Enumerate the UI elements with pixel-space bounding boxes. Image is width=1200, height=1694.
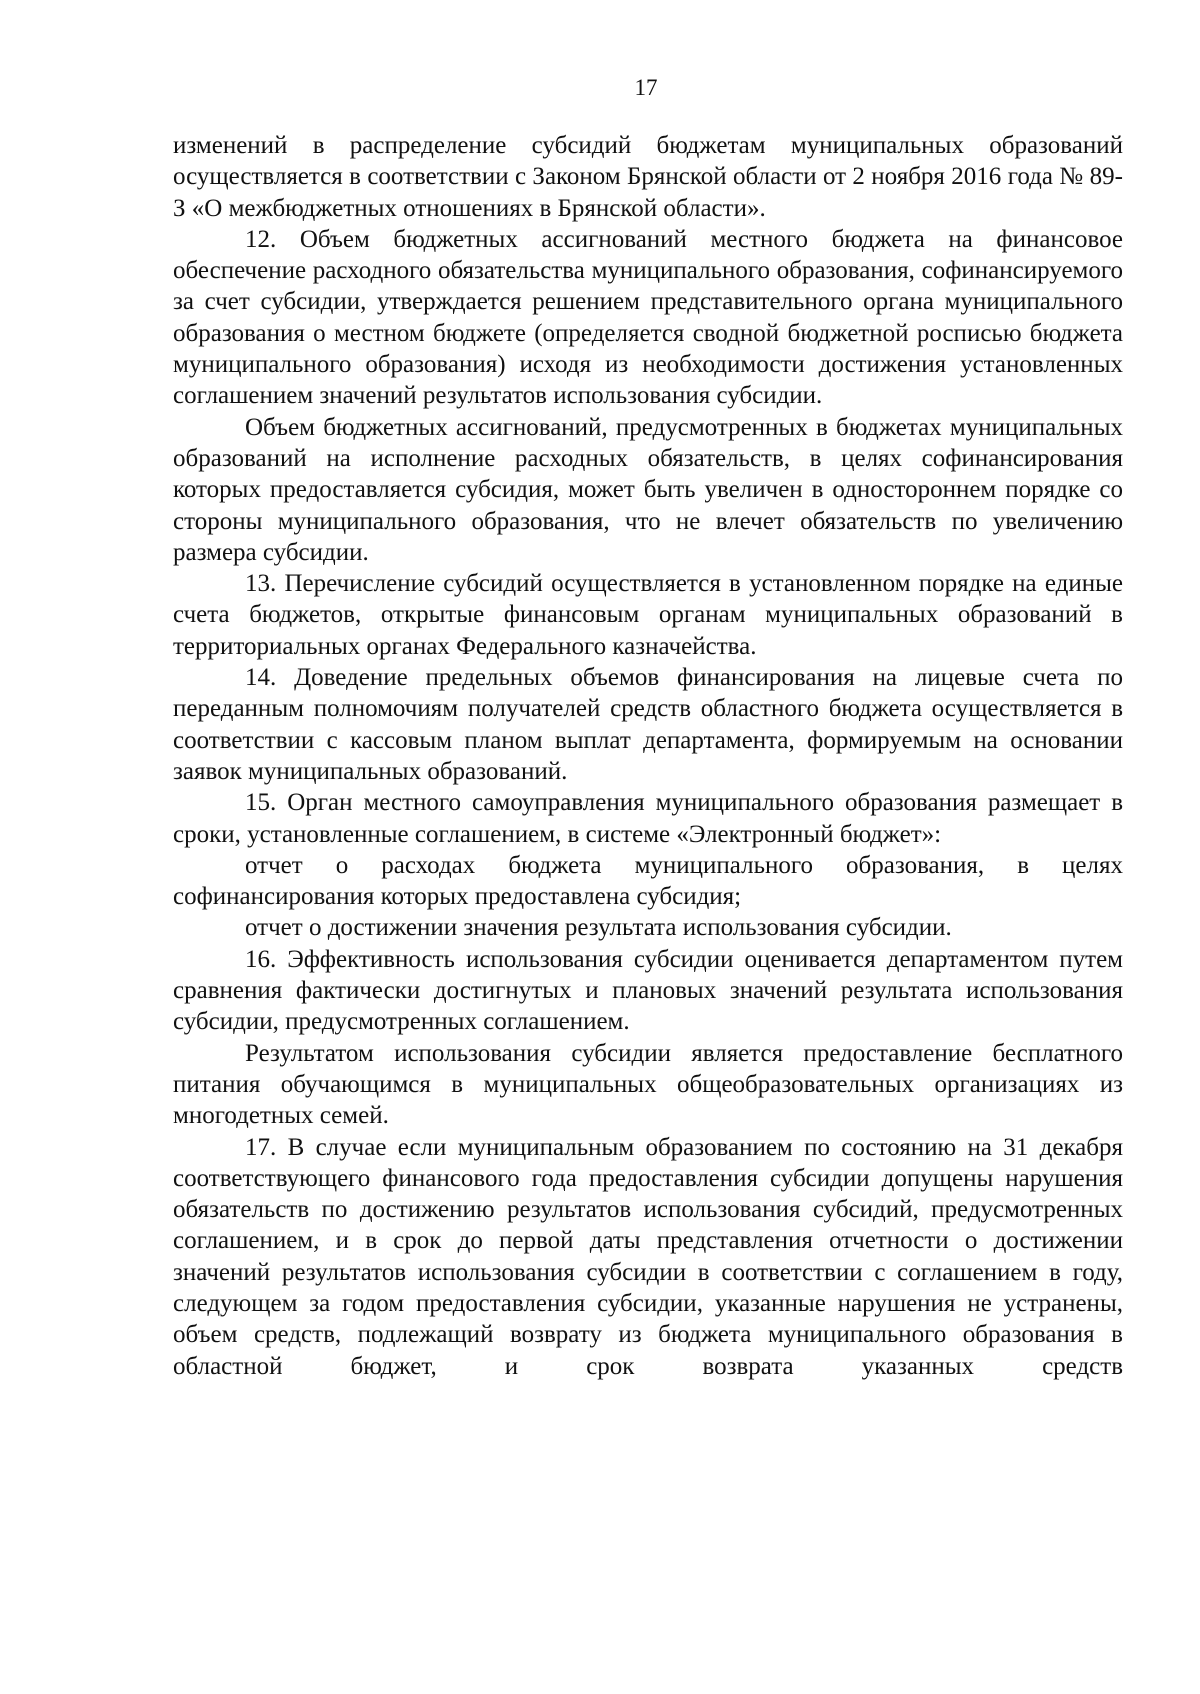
paragraph-budget-allocation: Объем бюджетных ассигнований, предусмотренных в бюджетах муниципальных образований на исполнение расходных обязательств, в целях софинансирования которых предоставляется субсидия, может быть увеличен в одностороннем порядке со стороны муниципального образования, что не влечет обязательств по увеличению размера субсидии. [173, 413, 1123, 566]
paragraph-report-result: отчет о достижении значения результата использования субсидии. [245, 914, 952, 942]
paragraph-report-expenses: отчет о расходах бюджета муниципального образования, в целях софинансирования которых предоставлена субсидия; [173, 851, 1123, 911]
paragraph-item-16: 16. Эффективность использования субсидии оценивается департаментом путем сравнения фактически достигнутых и плановых значений результата использования субсидии, предусмотренных соглашением. [173, 945, 1123, 1036]
paragraph-item-13: 13. Перечисление субсидий осуществляется в установленном порядке на единые счета бюджетов, открытые финансовым органам муниципальных образований в территориальных органах Федерального казначейства. [173, 570, 1123, 660]
paragraph-item-15: 15. Орган местного самоуправления муниципального образования размещает в сроки, установленные соглашением, в системе «Электронный бюджет»: [173, 789, 1123, 848]
paragraph-result-definition: Результатом использования субсидии является предоставление бесплатного питания обучающимся в муниципальных общеобразовательных организациях из многодетных семей. [173, 1039, 1123, 1130]
paragraph-item-17: 17. В случае если муниципальным образованием по состоянию на 31 декабря соответствующего финансового года предоставления субсидии допущены нарушения обязательств по достижению результатов использования субсидий, предусмотренных соглашением, и в срок до первой даты представления отчетности о достижении значений результатов использования субсидии в соответствии с соглашением в году, следующем за годом предоставления субсидии, указанные нарушения не устранены, объем средств, подлежащий возврату из бюджета муниципального образования в областной бюджет, и срок возврата указанных средств [173, 1133, 1123, 1380]
page-number: 17 [634, 75, 658, 100]
paragraph-item-14: 14. Доведение предельных объемов финансирования на лицевые счета по переданным полномочиям получателей средств областного бюджета осуществляется в соответствии с кассовым планом выплат департамента, формируемым на основании заявок муниципальных образований. [173, 664, 1123, 785]
paragraph-item-12: 12. Объем бюджетных ассигнований местного бюджета на финансовое обеспечение расходного обязательства муниципального образования, софинансируемого за счет субсидии, утверждается решением представительного органа муниципального образования о местном бюджете (определяется сводной бюджетной росписью бюджета муниципального образования) исходя из необходимости достижения установленных соглашением значений результатов использования субсидии. [173, 225, 1123, 410]
paragraph-continuation: изменений в распределение субсидий бюджетам муниципальных образований осуществляется в соответствии с Законом Брянской области от 2 ноября 2016 года № 89-З «О межбюджетных отношениях в Брянской области». [173, 132, 1123, 222]
document-body [173, 130, 1123, 1382]
